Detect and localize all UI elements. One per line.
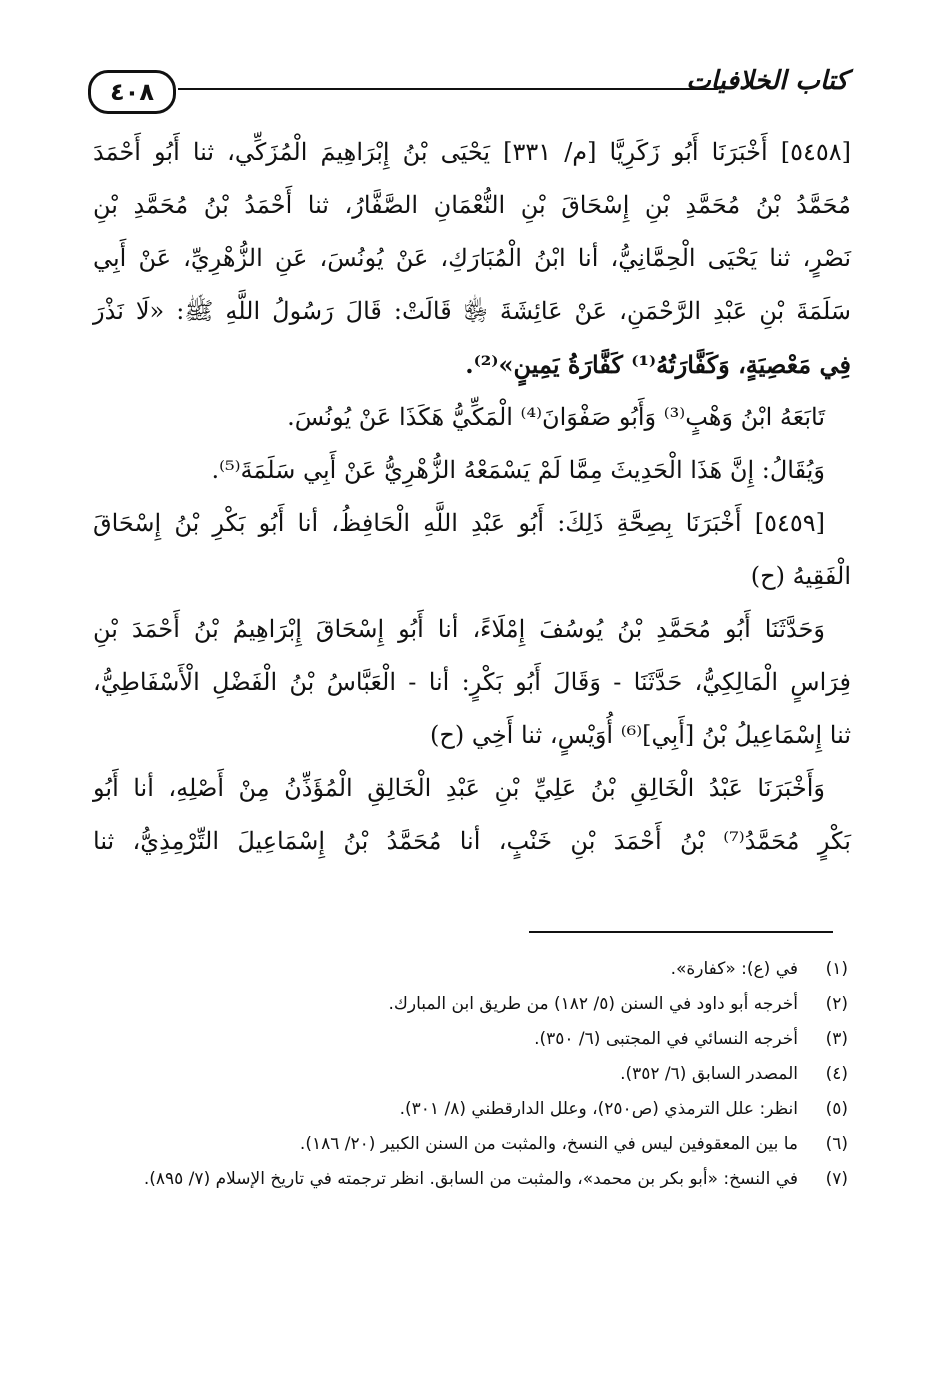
footnote-text: في (ع): «كفارة». — [670, 959, 798, 979]
footnote-divider — [529, 931, 833, 933]
page-header — [88, 62, 848, 118]
text-line: تَابَعَهُ ابْنُ وَهْبٍ⁽³⁾ وَأَبُو صَفْوَانَ⁽⁴⁾ الْمَكِّيُّ هَكَذَا عَنْ يُونُسَ. — [287, 403, 825, 431]
text-line: [٥٤٥٨] أَخْبَرَنَا أَبُو زَكَرِيَّا [م/ ٣٣١] يَحْيَى بْنُ إِبْرَاهِيمَ الْمُزَكِّي، ثنا أَبُو أَحْمَدَ — [93, 138, 851, 166]
footnote-item — [96, 987, 848, 1022]
footnote-number: (١) — [825, 959, 848, 979]
footnote-text: في النسخ: «أبو بكر بن محمد»، والمثبت من السابق. انظر ترجمته في تاريخ الإسلام (٧/ ٨٩٥). — [143, 1169, 798, 1189]
footnote-text: المصدر السابق (٦/ ٣٥٢). — [620, 1064, 798, 1084]
footnote-number: (٤) — [825, 1064, 848, 1084]
text-line: وَيُقَالُ: إِنَّ هَذَا الْحَدِيثَ مِمَّا لَمْ يَسْمَعْهُ الزُّهْرِيُّ عَنْ أَبِي سَلَمَةَ⁽⁵⁾. — [211, 456, 825, 484]
footnote-item — [96, 1057, 848, 1092]
text-line: مُحَمَّدُ بْنُ مُحَمَّدِ بْنِ إِسْحَاقَ بْنِ النُّعْمَانِ الصَّفَّارُ، ثنا أَحْمَدُ بْنُ مُحَمَّدِ بْنِ — [93, 191, 851, 219]
main-text — [93, 126, 851, 868]
footnote-item — [96, 1127, 848, 1162]
text-line: فِرَاسٍ الْمَالِكِيُّ، حَدَّثَنَا - وَقَالَ أَبُو بَكْرٍ: أنا - الْعَبَّاسُ بْنُ الْفَضْلِ الْأَسْفَاطِيُّ، — [93, 668, 851, 696]
footnote-item — [96, 1092, 848, 1127]
footnote-number: (٦) — [825, 1134, 848, 1154]
footnote-number: (٥) — [825, 1099, 848, 1119]
footnote-item — [96, 1162, 848, 1197]
footnote-item — [96, 952, 848, 987]
text-line: وَحَدَّثَنَا أَبُو مُحَمَّدِ بْنُ يُوسُفَ إِمْلَاءً، أنا أَبُو إِسْحَاقَ إِبْرَاهِيمُ بْنُ أَحْمَدَ بْنِ — [93, 615, 825, 643]
footnote-text: أخرجه أبو داود في السنن (٥/ ١٨٢) من طريق ابن المبارك. — [388, 994, 798, 1014]
text-line: ثنا إِسْمَاعِيلُ بْنُ [أَبِي]⁽⁶⁾ أُوَيْسٍ، ثنا أَخِي (ح) — [429, 721, 851, 749]
footnote-number: (٣) — [825, 1029, 848, 1049]
text-line: سَلَمَةَ بْنِ عَبْدِ الرَّحْمَنِ، عَنْ عَائِشَةَ ﵂ قَالَتْ: قَالَ رَسُولُ اللَّهِ ﷺ: «لَا نَذْرَ — [93, 297, 851, 325]
header-divider — [178, 88, 718, 90]
text-line: نَصْرٍ، ثنا يَحْيَى الْحِمَّانِيُّ، أنا ابْنُ الْمُبَارَكِ، عَنْ يُونُسَ، عَنِ الزُّهْرِيِّ، عَنْ أَبِي — [93, 244, 851, 272]
text-line: الْفَقِيهُ (ح) — [750, 562, 851, 590]
text-line: [٥٤٥٩] أَخْبَرَنَا بِصِحَّةِ ذَلِكَ: أَبُو عَبْدِ اللَّهِ الْحَافِظُ، أنا أَبُو بَكْرِ بْنُ إِسْحَاقَ — [93, 509, 825, 537]
footnote-text: ما بين المعقوفين ليس في النسخ، والمثبت من السنن الكبير (٢٠/ ١٨٦). — [299, 1134, 798, 1154]
text-line: وَأَخْبَرَنَا عَبْدُ الْخَالِقِ بْنُ عَلِيِّ بْنِ عَبْدِ الْخَالِقِ الْمُؤَذِّنُ مِنْ أَصْلِهِ، أنا أَبُو — [93, 774, 825, 802]
footnotes — [96, 952, 848, 1197]
footnote-number: (٧) — [825, 1169, 848, 1189]
book-title: كتاب الخلافيات — [686, 66, 848, 96]
text-line: بَكْرٍ مُحَمَّدُ⁽⁷⁾ بْنُ أَحْمَدَ بْنِ خَنْبٍ، أنا مُحَمَّدُ بْنُ إِسْمَاعِيلَ التِّرْمِذِيُّ، ثنا — [93, 827, 851, 855]
footnote-item — [96, 1022, 848, 1057]
footnote-number: (٢) — [825, 994, 848, 1014]
footnote-text: أخرجه النسائي في المجتبى (٦/ ٣٥٠). — [534, 1029, 798, 1049]
page-number-badge: ٤٠٨ — [88, 70, 176, 114]
footnote-text: انظر: علل الترمذي (ص٢٥٠)، وعلل الدارقطني (٨/ ٣٠١). — [399, 1099, 798, 1119]
text-line: فِي مَعْصِيَةٍ، وَكَفَّارَتُهُ⁽¹⁾ كَفَّارَةُ يَمِينٍ»⁽²⁾. — [465, 350, 851, 379]
